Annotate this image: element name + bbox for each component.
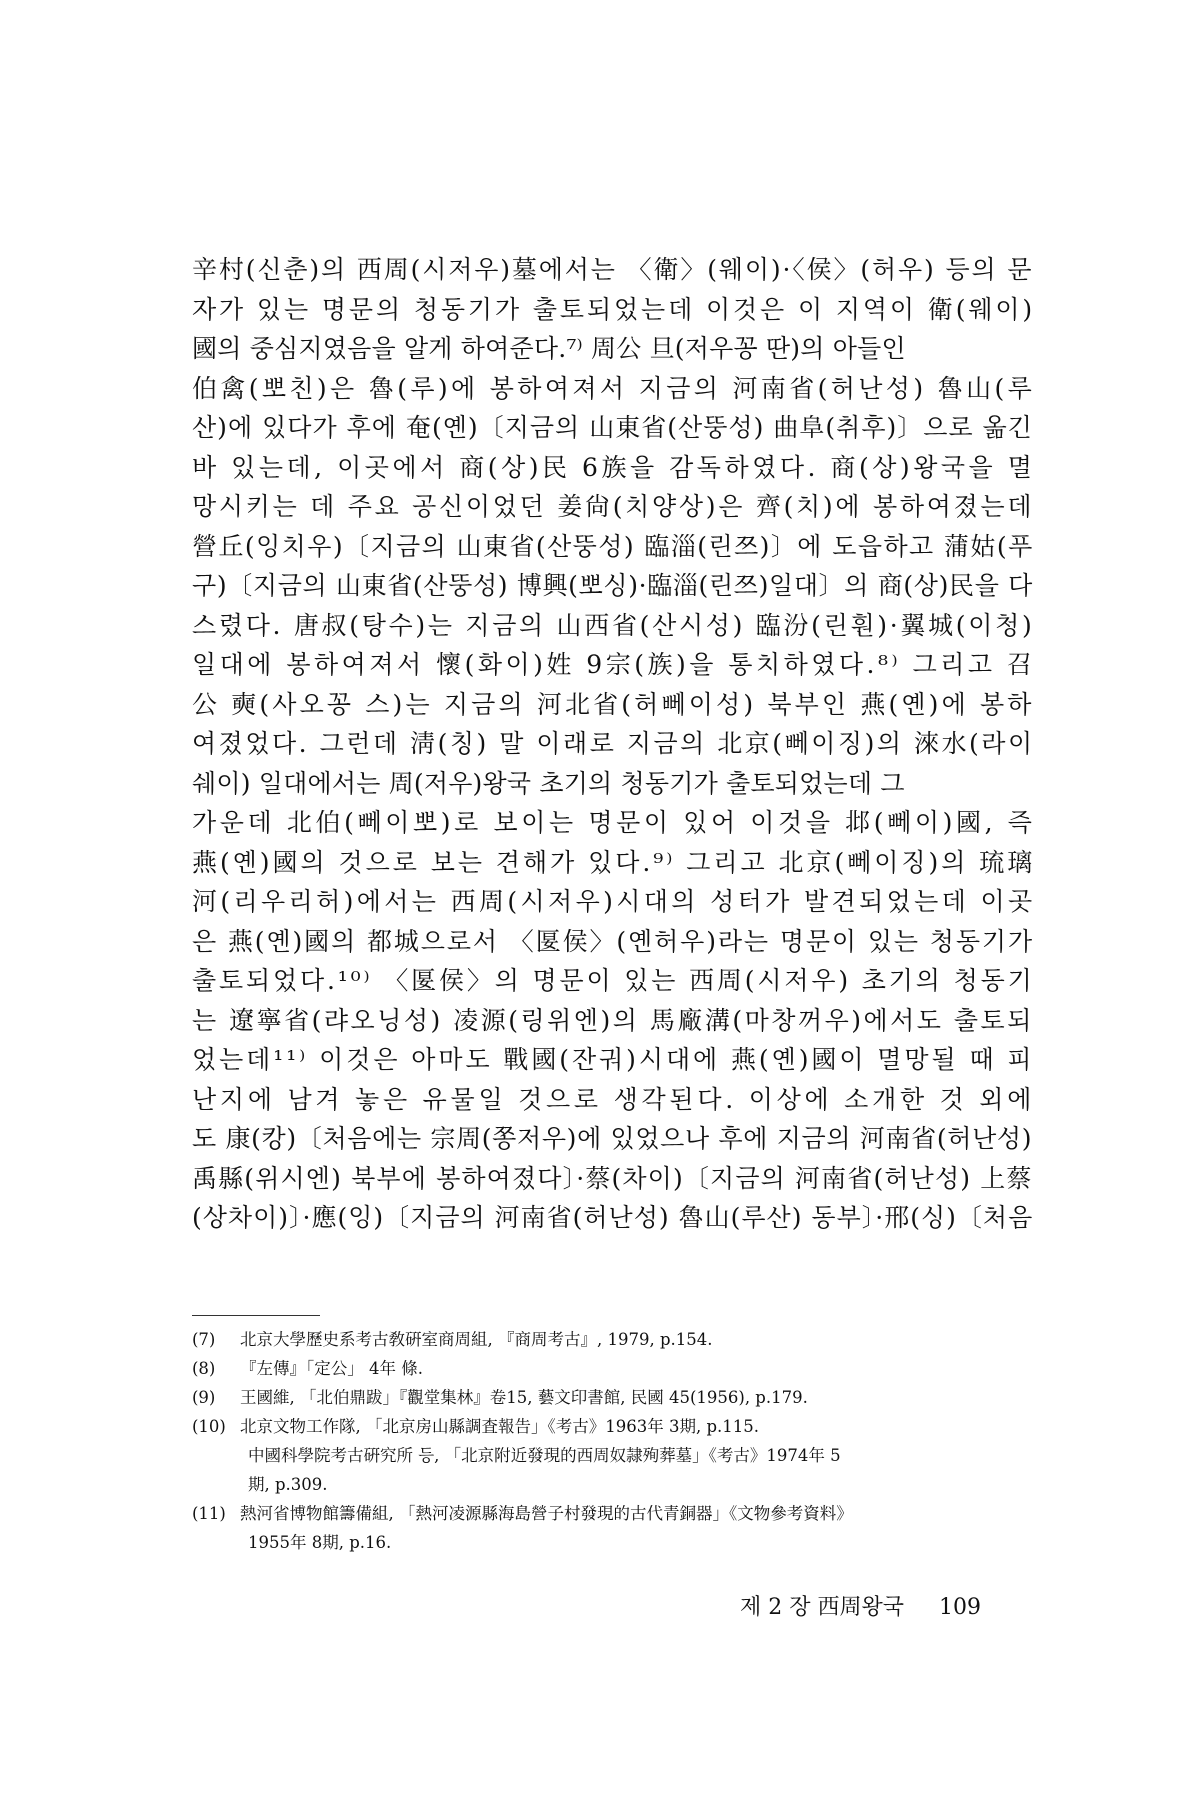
body-line: 바 있는데, 이곳에서 商(상)民 6族을 감독하였다. 商(상)왕국을 멸	[192, 452, 1036, 482]
footnote-text: 北京文物工作隊, 「北京房山縣調査報告」《考古》1963年 3期, p.115.	[240, 1417, 760, 1436]
footnote-separator	[192, 1315, 320, 1316]
body-line: (상차이)〕·應(잉)〔지금의 河南省(허난성) 魯山(루산) 동부〕·邢(싱)〔처음	[192, 1203, 1034, 1232]
body-text	[192, 250, 1036, 1238]
body-line: 구)〔지금의 山東省(산뚱성) 博興(뽀싱)·臨淄(린쯔)일대〕의 商(상)民을 다	[192, 571, 1033, 600]
footnote	[192, 1325, 1042, 1354]
body-line: 도 康(캉)〔처음에는 宗周(쫑저우)에 있었으나 후에 지금의 河南省(허난성)	[192, 1124, 1033, 1153]
footnote-continuation	[192, 1441, 1042, 1470]
body-line: 었는데¹¹⁾ 이것은 아마도 戰國(잔궈)시대에 燕(옌)國이 멸망될 때 피	[192, 1045, 1035, 1074]
page-number: 109	[939, 1595, 981, 1620]
footnote-continuation	[192, 1470, 1042, 1499]
body-line: 燕(옌)國의 것으로 보는 견해가 있다.⁹⁾ 그리고 北京(뻬이징)의 琉璃	[192, 847, 1036, 877]
footnote	[192, 1354, 1042, 1383]
body-line: 國의 중심지였음을 알게 하여준다.⁷⁾ 周公 旦(저우꽁 딴)의 아들인	[192, 334, 906, 363]
body-line: 은 燕(옌)國의 都城으로서 〈匽侯〉(옌허우)라는 명문이 있는 청동기가	[192, 926, 1034, 956]
footnote	[192, 1412, 1042, 1441]
footnote-text: 熱河省博物館籌備組, 「熱河凌源縣海島營子村發現的古代青銅器」《文物參考資料》	[240, 1504, 853, 1523]
body-line: 난지에 남겨 놓은 유물일 것으로 생각된다. 이상에 소개한 것 외에	[192, 1084, 1036, 1114]
footnote	[192, 1499, 1042, 1528]
body-line: 스렸다. 唐叔(탕수)는 지금의 山西省(산시성) 臨汾(린훤)·翼城(이청)	[192, 610, 1035, 640]
body-line: 營丘(잉치우)〔지금의 山東省(산뚱성) 臨淄(린쯔)〕에 도읍하고 蒲姑(푸	[192, 531, 1034, 561]
footnote-text: 1955年 8期, p.16.	[248, 1533, 392, 1552]
footnote-text: 王國維, 「北伯鼎跋」『觀堂集林』卷15, 藝文印書館, 民國 45(1956), p.179.	[240, 1388, 808, 1407]
footnote-number: (9)	[192, 1388, 216, 1407]
footnote-number: (10)	[192, 1417, 226, 1436]
body-line: 자가 있는 명문의 청동기가 출토되었는데 이것은 이 지역이 衛(웨이)	[192, 294, 1036, 324]
body-line: 辛村(신춘)의 西周(시저우)墓에서는 〈衛〉(웨이)·〈侯〉(허우) 등의 문	[192, 255, 1034, 284]
footnote-continuation	[192, 1528, 1042, 1557]
body-line: 는 遼寧省(랴오닝성) 凌源(링위엔)의 馬廠溝(마창꺼우)에서도 출토되	[192, 1005, 1034, 1035]
footnote-text: 中國科學院考古硏究所 등, 「北京附近發現的西周奴隷殉葬墓」《考古》1974年 5	[248, 1446, 841, 1465]
footnote	[192, 1383, 1042, 1412]
footnote-number: (8)	[192, 1359, 216, 1378]
body-line: 망시키는 데 주요 공신이었던 姜尙(치양상)은 齊(치)에 봉하여졌는데	[192, 492, 1035, 521]
footnote-text: 『左傳』「定公」 4年 條.	[240, 1359, 423, 1378]
footnote-text: 期, p.309.	[248, 1475, 328, 1494]
body-line: 출토되었다.¹⁰⁾ 〈匽侯〉의 명문이 있는 西周(시저우) 초기의 청동기	[192, 966, 1035, 995]
body-line: 쉐이) 일대에서는 周(저우)왕국 초기의 청동기가 출토되었는데 그	[192, 768, 905, 798]
body-line: 가운데 北伯(뻬이뽀)로 보이는 명문이 있어 이것을 邶(뻬이)國, 즉	[192, 808, 1036, 837]
footnotes	[192, 1325, 1042, 1557]
body-line: 일대에 봉하여져서 懷(화이)姓 9宗(族)을 통치하였다.⁸⁾ 그리고 召	[192, 650, 1036, 679]
running-footer	[740, 1590, 981, 1621]
chapter-title: 제 2 장 西周왕국	[740, 1595, 904, 1620]
body-line: 禹縣(위시엔) 북부에 봉하여졌다〕·蔡(차이)〔지금의 河南省(허난성) 上蔡	[192, 1163, 1033, 1193]
footnote-number: (7)	[192, 1330, 216, 1349]
footnote-text: 北京大學歷史系考古敎硏室商周組, 『商周考古』, 1979, p.154.	[240, 1330, 713, 1349]
body-line: 여졌었다. 그런데 淸(칭) 말 이래로 지금의 北京(뻬이징)의 淶水(라이	[192, 729, 1035, 758]
body-line: 伯禽(뽀친)은 魯(루)에 봉하여져서 지금의 河南省(허난성) 魯山(루	[192, 373, 1036, 403]
body-line: 河(리우리허)에서는 西周(시저우)시대의 성터가 발견되었는데 이곳	[192, 887, 1036, 916]
body-line: 산)에 있다가 후에 奄(옌)〔지금의 山東省(산뚱성) 曲阜(취후)〕으로 옮긴	[192, 413, 1033, 442]
footnote-number: (11)	[192, 1504, 226, 1523]
body-line: 公 奭(사오꽁 스)는 지금의 河北省(허뻬이성) 북부인 燕(옌)에 봉하	[192, 689, 1035, 719]
